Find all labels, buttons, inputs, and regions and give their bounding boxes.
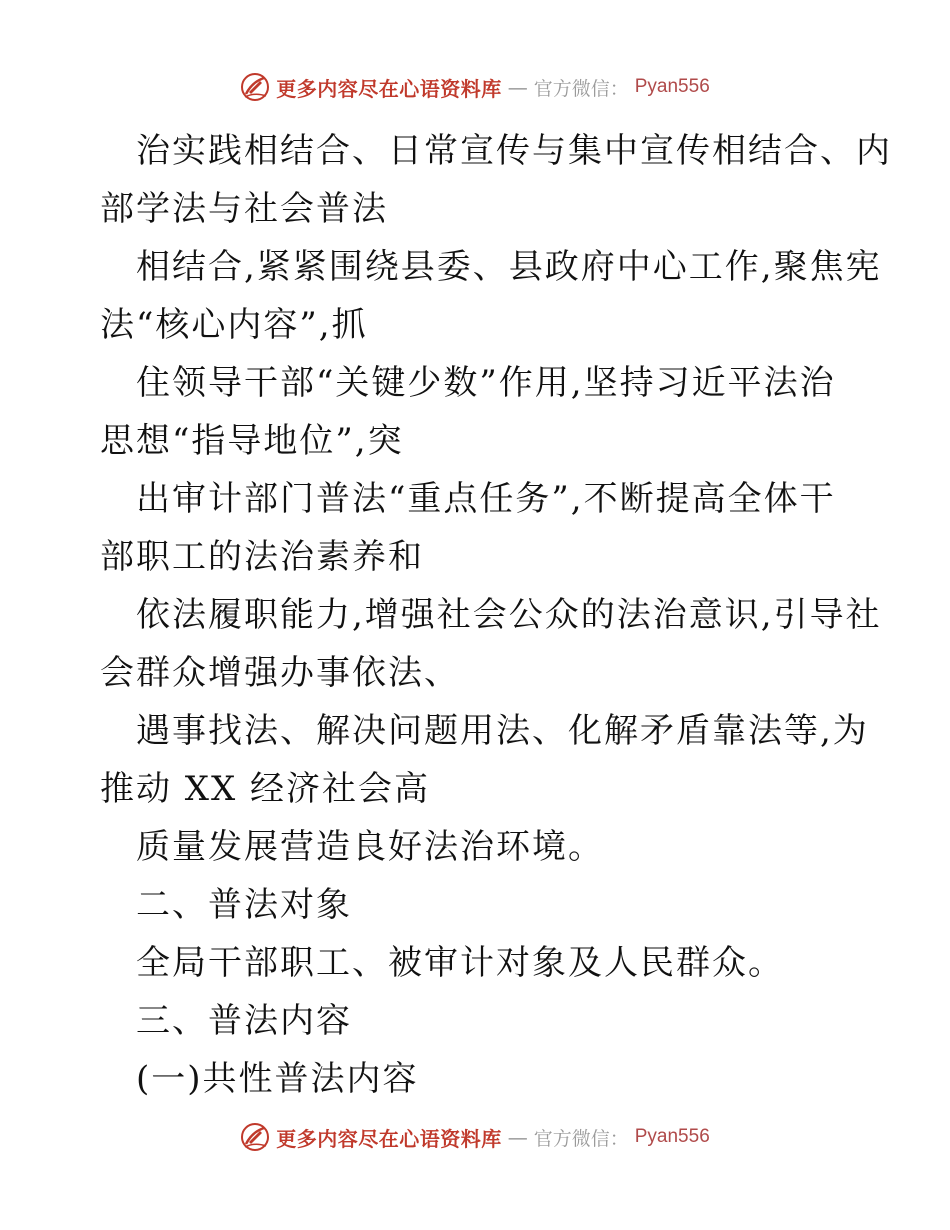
body-line: 治实践相结合、日常宣传与集中宣传相结合、内 [136, 131, 892, 171]
watermark-label: 官方微信： [533, 77, 629, 100]
pen-logo-icon [240, 72, 270, 102]
body-line: 部学法与社会普法 [100, 189, 388, 229]
watermark-main-text: 更多内容尽在心语资料库 [276, 1126, 502, 1151]
body-line: 全局干部职工、被审计对象及人民群众。 [136, 943, 784, 983]
body-line: 依法履职能力,增强社会公众的法治意识,引导社 [136, 595, 882, 635]
body-line: 推动 XX 经济社会高 [100, 769, 431, 809]
body-line: 住领导干部“关键少数”作用,坚持习近平法治 [136, 363, 836, 403]
body-line: 质量发展营造良好法治环境。 [136, 827, 604, 867]
section-heading: 三、普法内容 [136, 1001, 352, 1041]
body-line: 思想“指导地位”,突 [100, 421, 404, 461]
body-line: 法“核心内容”,抓 [100, 305, 368, 345]
body-line: 相结合,紧紧围绕县委、县政府中心工作,聚焦宪 [136, 247, 882, 287]
watermark-footer [0, 1122, 950, 1152]
watermark-label: 官方微信： [533, 1127, 629, 1150]
subsection-heading: (一)共性普法内容 [136, 1059, 419, 1099]
watermark-wechat-id: Pyan556 [634, 1126, 710, 1147]
watermark-header [0, 72, 950, 102]
watermark-dash: — [507, 1125, 528, 1149]
watermark-main-text: 更多内容尽在心语资料库 [276, 76, 502, 101]
body-line: 会群众增强办事依法、 [100, 653, 460, 693]
document-body [100, 122, 892, 1108]
body-line: 遇事找法、解决问题用法、化解矛盾靠法等,为 [136, 711, 869, 751]
section-heading: 二、普法对象 [136, 885, 352, 925]
watermark-wechat-id: Pyan556 [634, 76, 710, 97]
watermark-dash: — [507, 75, 528, 99]
body-line: 出审计部门普法“重点任务”,不断提高全体干 [136, 479, 836, 519]
body-line: 部职工的法治素养和 [100, 537, 424, 577]
pen-logo-icon [240, 1122, 270, 1152]
